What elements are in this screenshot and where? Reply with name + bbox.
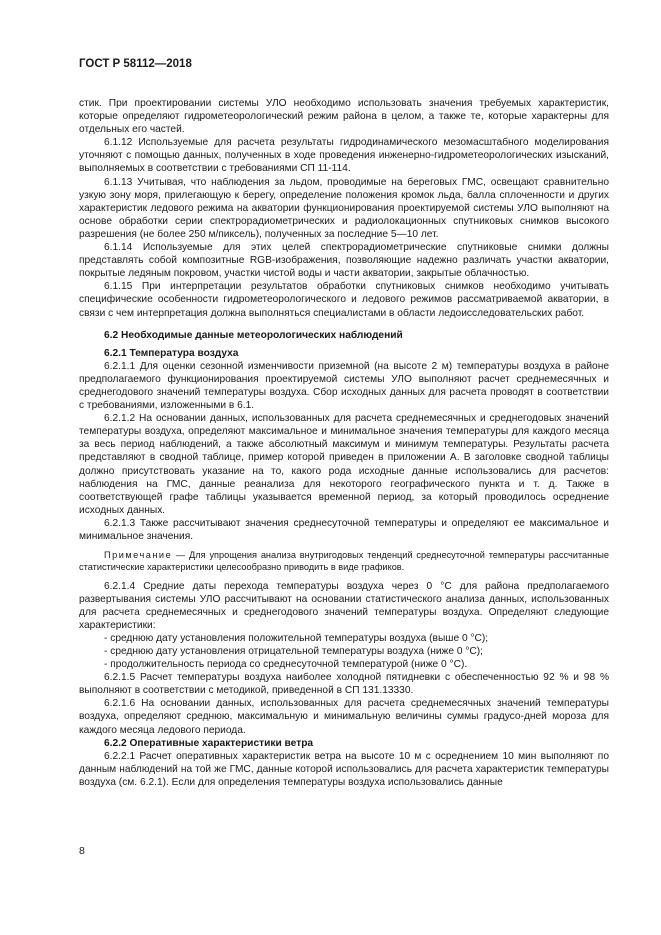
paragraph-6-2-1-6: 6.2.1.6 На основании данных, использованных для расчета среднемесячных значений температуры воздуха, определяют среднюю, максимальную и минимальную величины суммы градусо-дней мороза для каждого месяца ледового периода. bbox=[79, 698, 609, 736]
subsection-heading-6-2-2: 6.2.2 Оперативные характеристики ветра bbox=[104, 737, 314, 749]
subsection-heading-6-2-1: 6.2.1 Температура воздуха bbox=[104, 347, 239, 359]
page-body bbox=[79, 97, 609, 789]
paragraph-6-1-12: 6.1.12 Используемые для расчета результаты гидродинамического мезомасштабного моделирования уточняют с помощью данных, полученных в ходе проведения инженерно-гидрометеорологических изысканий, выполняемых в соответствии с требованиями СП 11-114. bbox=[79, 137, 609, 175]
list-item: - среднюю дату установления положительной температуры воздуха (выше 0 °С); bbox=[104, 632, 489, 644]
paragraph-6-2-2-1: 6.2.2.1 Расчет оперативных характеристик ветра на высоте 10 м с осреднением 10 мин выполняют по данным наблюдений на той же ГМС, данные которой использовались для расчета характеристик температуры воздуха (см. 6.2.1). Если для определения температуры воздуха использовались данные bbox=[79, 750, 609, 788]
list-item: - продолжительность периода со среднесуточной температурой (ниже 0 °С). bbox=[104, 659, 468, 671]
page-number: 8 bbox=[79, 845, 85, 857]
section-heading-6-2: 6.2 Необходимые данные метеорологических наблюдений bbox=[104, 329, 403, 341]
paragraph-6-2-1-4: 6.2.1.4 Средние даты перехода температуры воздуха через 0 °С для района предполагаемого развертывания системы УЛО рассчитывают на основании статистического анализа данных, использованных для расчета среднемесячных и среднегодового значений температуры воздуха. Определяют следующие характеристики: bbox=[79, 580, 609, 631]
paragraph-6-2-1-5: 6.2.1.5 Расчет температуры воздуха наиболее холодной пятидневки с обеспеченностью 92 % и 98 % выполняют в соответствии с методикой, приведенной в СП 131.13330. bbox=[79, 672, 609, 697]
paragraph-6-1-14: 6.1.14 Используемые для этих целей спектрорадиометрические спутниковые снимки должны представлять собой композитные RGB-изображения, позволяющие надежно различать участки акватории, покрытые ледяным покровом, участки чистой воды и части акватории, закрытые облачностью. bbox=[79, 242, 609, 280]
note-text: — Для упрощения анализа внутригодовых тенденций среднесуточной температуры рассчитанные статистические характеристики целесообразно приводить в виде графиков. bbox=[79, 550, 609, 573]
paragraph-6-1-15: 6.1.15 При интерпретации результатов обработки спутниковых снимков необходимо учитывать специфические особенности гидрометеорологического и ледового режимов рассматриваемой акватории, в связи с чем интерпретация должна выполняться специалистами в области ледоисследовательских работ. bbox=[79, 281, 609, 319]
note-label: Примечание bbox=[104, 550, 173, 561]
note bbox=[79, 549, 609, 573]
paragraph-6-1-13: 6.1.13 Учитывая, что наблюдения за льдом, проводимые на береговых ГМС, освещают сравнительно узкую зону моря, прилегающую к берегу, определение положения кромок льда, балла сплоченности и других характеристик ледового режима на акватории функционирования проектируемой системы УЛО выполняют на основе обработки серии спектрорадиометрических и радиолокационных спутниковых снимков высокого разрешения (не более 250 м/пиксель), полученных за последние 5—10 лет. bbox=[79, 176, 609, 240]
paragraph-6-2-1-1: 6.2.1.1 Для оценки сезонной изменчивости приземной (на высоте 2 м) температуры воздуха в районе предполагаемого функционирования проектируемой системы УЛО выполняют расчет среднемесячных и среднегодового значений температуры воздуха. Сбор исходных данных для расчета проводят в соответствии с требованиями, изложенными в 6.1. bbox=[79, 360, 609, 412]
paragraph-continuation: стик. При проектировании системы УЛО необходимо использовать значения требуемых характеристик, которые определяют гидрометеорологический режим района в целом, а также те, которые характерны для отдельных его частей. bbox=[79, 98, 609, 136]
paragraph-6-2-1-3: 6.2.1.3 Также рассчитывают значения среднесуточной температуры и определяют ее максимальное и минимальное значения. bbox=[79, 517, 609, 542]
list-item: - среднюю дату установления отрицательной температуры воздуха (ниже 0 °С); bbox=[104, 645, 483, 657]
paragraph-6-2-1-2: 6.2.1.2 На основании данных, использованных для расчета среднемесячных и среднегодовых значений температуры воздуха, определяют максимальное и минимальное значения температуры для каждого месяца за весь период наблюдений, а также абсолютный максимум и минимум температуры. Результаты расчета представляют в сводной таблице, пример которой приведен в приложении А. В заголовке сводной таблицы должно присутствовать указание на то, какого рода исходные данные использовались для расчетов: наблюдения на ГМС, данные реанализа для некоторого географического пункта и т. д. Также в соответствующей графе таблицы указывается временной период, за который проводилось осреднение исходных данных. bbox=[79, 413, 609, 516]
page-header: ГОСТ Р 58112—2018 bbox=[79, 58, 192, 70]
